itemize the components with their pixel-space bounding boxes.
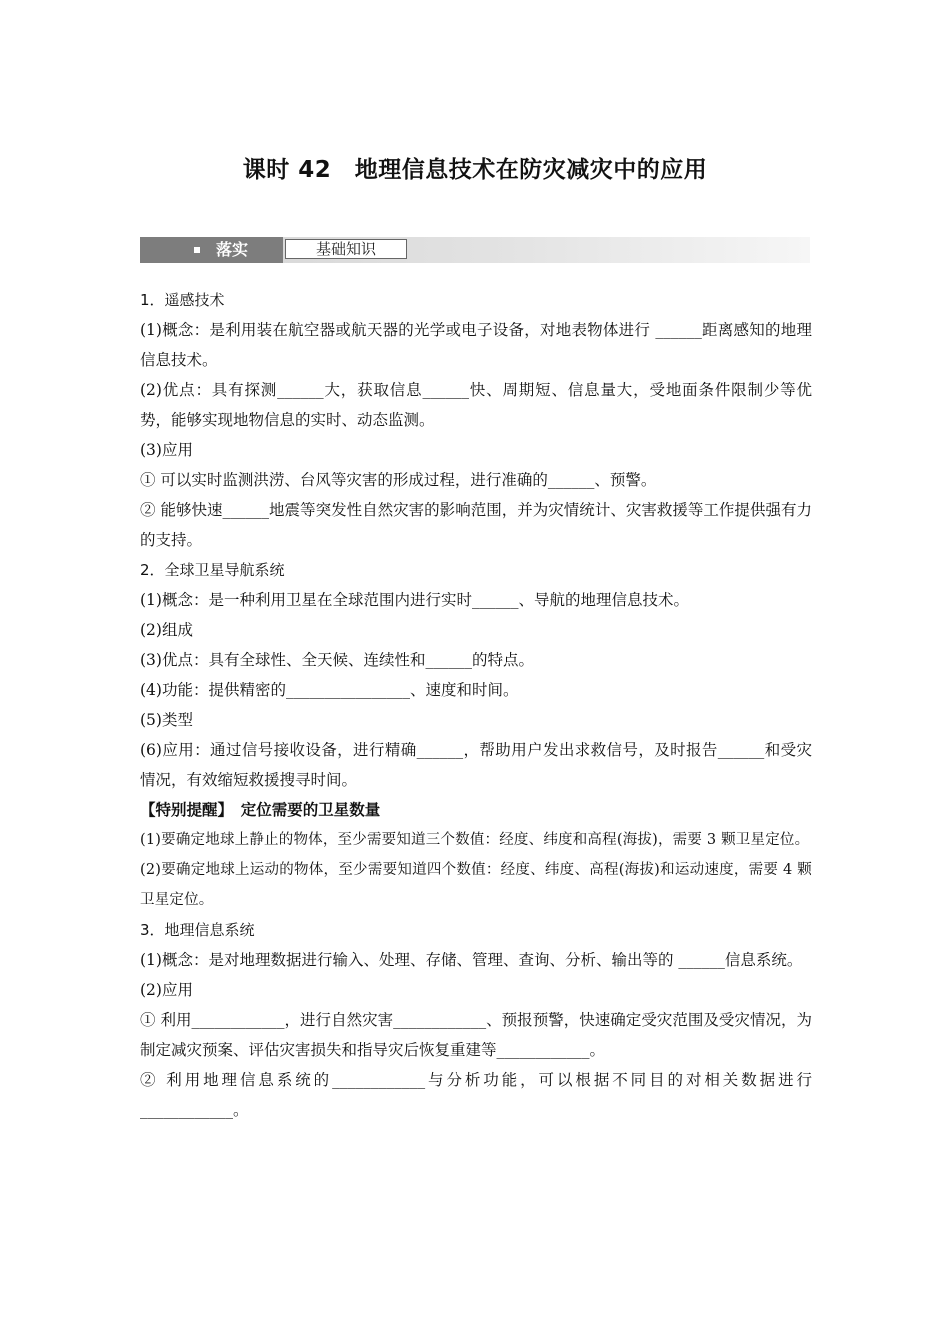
paragraph: (2)应用 — [140, 981, 193, 999]
paragraph: (6)应用：通过信号接收设备，进行精确______，帮助用户发出求救信号，及时报告______和受灾情况，有效缩短救援搜寻时间。 — [140, 741, 812, 789]
paragraph: ② 利用地理信息系统的____________与分析功能，可以根据不同目的对相关数据进行____________。 — [140, 1071, 812, 1119]
paragraph: (1)要确定地球上静止的物体，至少需要知道三个数值：经度、纬度和高程(海拔)，需要 3 颗卫星定位。 — [140, 832, 810, 848]
paragraph: (5)类型 — [140, 711, 193, 729]
section-heading: 1．遥感技术 — [140, 291, 225, 309]
document-body — [140, 285, 812, 1125]
callout-heading: 【特别提醒】 定位需要的卫星数量 — [140, 801, 381, 819]
paragraph: (2)要确定地球上运动的物体，至少需要知道四个数值：经度、纬度、高程(海拔)和运动速度，需要 4 颗卫星定位。 — [140, 862, 812, 908]
paragraph: (2)组成 — [140, 621, 193, 639]
paragraph: (3)应用 — [140, 441, 193, 459]
page-title: 课时 42 地理信息技术在防灾减灾中的应用 — [242, 157, 708, 183]
paragraph: (2)优点：具有探测______大，获取信息______快、周期短、信息量大，受地面条件限制少等优势，能够实现地物信息的实时、动态监测。 — [140, 381, 812, 429]
square-bullet-icon — [194, 247, 200, 253]
paragraph: ① 可以实时监测洪涝、台风等灾害的形成过程，进行准确的______、预警。 — [140, 471, 657, 489]
paragraph: (1)概念：是一种利用卫星在全球范围内进行实时______、导航的地理信息技术。 — [140, 591, 689, 609]
section-heading: 2．全球卫星导航系统 — [140, 561, 285, 579]
paragraph: (3)优点：具有全球性、全天候、连续性和______的特点。 — [140, 651, 534, 669]
section-banner — [140, 237, 810, 263]
banner-light-tab: 基础知识 — [285, 239, 407, 259]
section-heading: 3．地理信息系统 — [140, 921, 255, 939]
paragraph: ② 能够快速______地震等突发性自然灾害的影响范围，并为灾情统计、灾害救援等工作提供强有力的支持。 — [140, 501, 812, 549]
paragraph: ① 利用____________，进行自然灾害____________、预报预警，快速确定受灾范围及受灾情况，为制定减灾预案、评估灾害损失和指导灾后恢复重建等____________。 — [140, 1011, 812, 1059]
paragraph: (1)概念：是对地理数据进行输入、处理、存储、管理、查询、分析、输出等的 ______信息系统。 — [140, 951, 803, 969]
banner-dark-label: 落实 — [216, 240, 249, 259]
banner-dark-tab — [140, 237, 283, 263]
paragraph: (1)概念：是利用装在航空器或航天器的光学或电子设备，对地表物体进行 ______距离感知的地理信息技术。 — [140, 321, 812, 369]
paragraph: (4)功能：提供精密的________________、速度和时间。 — [140, 681, 519, 699]
